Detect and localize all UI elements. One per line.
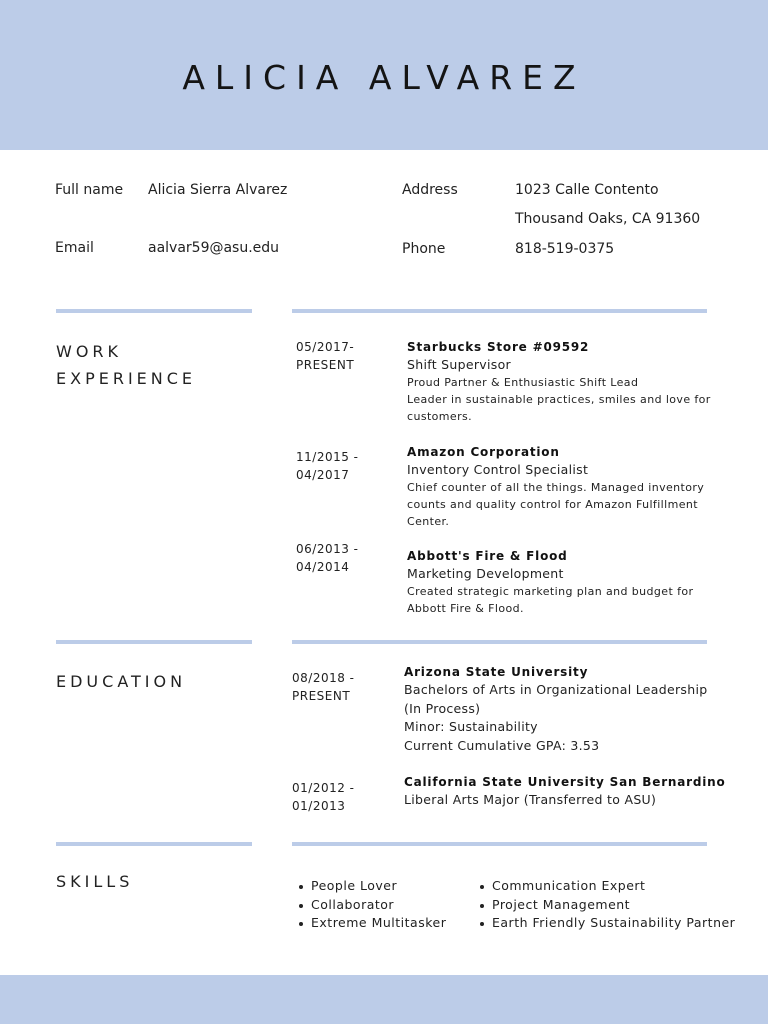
skill-item: Collaborator: [297, 896, 446, 915]
skills-list-1: [297, 877, 446, 933]
education-detail: Liberal Arts Major (Transferred to ASU): [404, 792, 657, 807]
work-desc: Proud Partner & Enthusiastic Shift Lead: [407, 376, 639, 389]
full-name-value: Alicia Sierra Alvarez: [148, 182, 288, 198]
education-detail: Bachelors of Arts in Organizational Leadership: [404, 682, 708, 697]
work-org: Abbott's Fire & Flood: [407, 549, 568, 563]
work-desc: Chief counter of all the things. Managed inventory: [407, 481, 705, 494]
skills-list-2: [478, 877, 735, 933]
work-desc: counts and quality control for Amazon Fulfillment: [407, 498, 698, 511]
address-line-2: Thousand Oaks, CA 91360: [515, 211, 701, 227]
education-school: Arizona State University: [404, 665, 589, 679]
skills-section-title: SKILLS: [56, 872, 134, 891]
education-detail: Minor: Sustainability: [404, 719, 538, 734]
education-detail: (In Process): [404, 700, 481, 716]
skill-item: Project Management: [478, 896, 735, 915]
work-desc: Leader in sustainable practices, smiles and love for: [407, 393, 711, 406]
work-divider-right: [292, 309, 707, 313]
education-divider-left: [56, 640, 252, 644]
footer-banner: [0, 975, 768, 1024]
education-date-2: 01/2012 - 01/2013: [292, 781, 355, 813]
phone-value: 818-519-0375: [515, 241, 615, 257]
work-divider-left: [56, 309, 252, 313]
skills-divider-right: [292, 842, 707, 846]
email-label: Email: [55, 240, 94, 256]
header-banner: [0, 0, 768, 150]
education-section-title: EDUCATION: [56, 672, 187, 691]
work-desc: Abbott Fire & Flood.: [407, 602, 524, 615]
work-desc: Created strategic marketing plan and budget for: [407, 585, 694, 598]
work-desc: customers.: [407, 410, 473, 423]
skill-item: People Lover: [297, 877, 446, 896]
email-value: aalvar59@asu.edu: [148, 240, 280, 256]
work-date-2: 11/2015 - 04/2017: [296, 450, 359, 482]
skill-item: Extreme Multitasker: [297, 914, 446, 933]
work-entry-1: [407, 338, 711, 425]
work-date-3: 06/2013 - 04/2014: [296, 542, 359, 574]
address-label: Address: [402, 182, 458, 198]
education-divider-right: [292, 640, 707, 644]
education-school: California State University San Bernardino: [404, 775, 726, 789]
work-org: Amazon Corporation: [407, 445, 560, 459]
address-line-1: 1023 Calle Contento: [515, 182, 659, 198]
resume-name: ALICIA ALVAREZ: [182, 58, 586, 97]
work-entry-2: [407, 443, 704, 530]
education-detail: Current Cumulative GPA: 3.53: [404, 737, 600, 753]
full-name-label: Full name: [55, 182, 124, 198]
education-date-1: 08/2018 - PRESENT: [292, 671, 355, 703]
skill-item: Communication Expert: [478, 877, 735, 896]
work-role: Inventory Control Specialist: [407, 462, 589, 477]
education-entry-1: [404, 663, 707, 755]
education-entry-2: [404, 773, 726, 810]
work-entry-3: [407, 547, 693, 617]
skill-item: Earth Friendly Sustainability Partner: [478, 914, 735, 933]
work-date-1: 05/2017- PRESENT: [296, 340, 355, 372]
work-org: Starbucks Store #09592: [407, 340, 590, 354]
skills-divider-left: [56, 842, 252, 846]
work-desc: Center.: [407, 515, 450, 528]
phone-label: Phone: [402, 241, 446, 257]
work-role: Shift Supervisor: [407, 357, 511, 372]
work-role: Marketing Development: [407, 566, 564, 581]
work-section-title: WORK EXPERIENCE: [56, 342, 197, 388]
